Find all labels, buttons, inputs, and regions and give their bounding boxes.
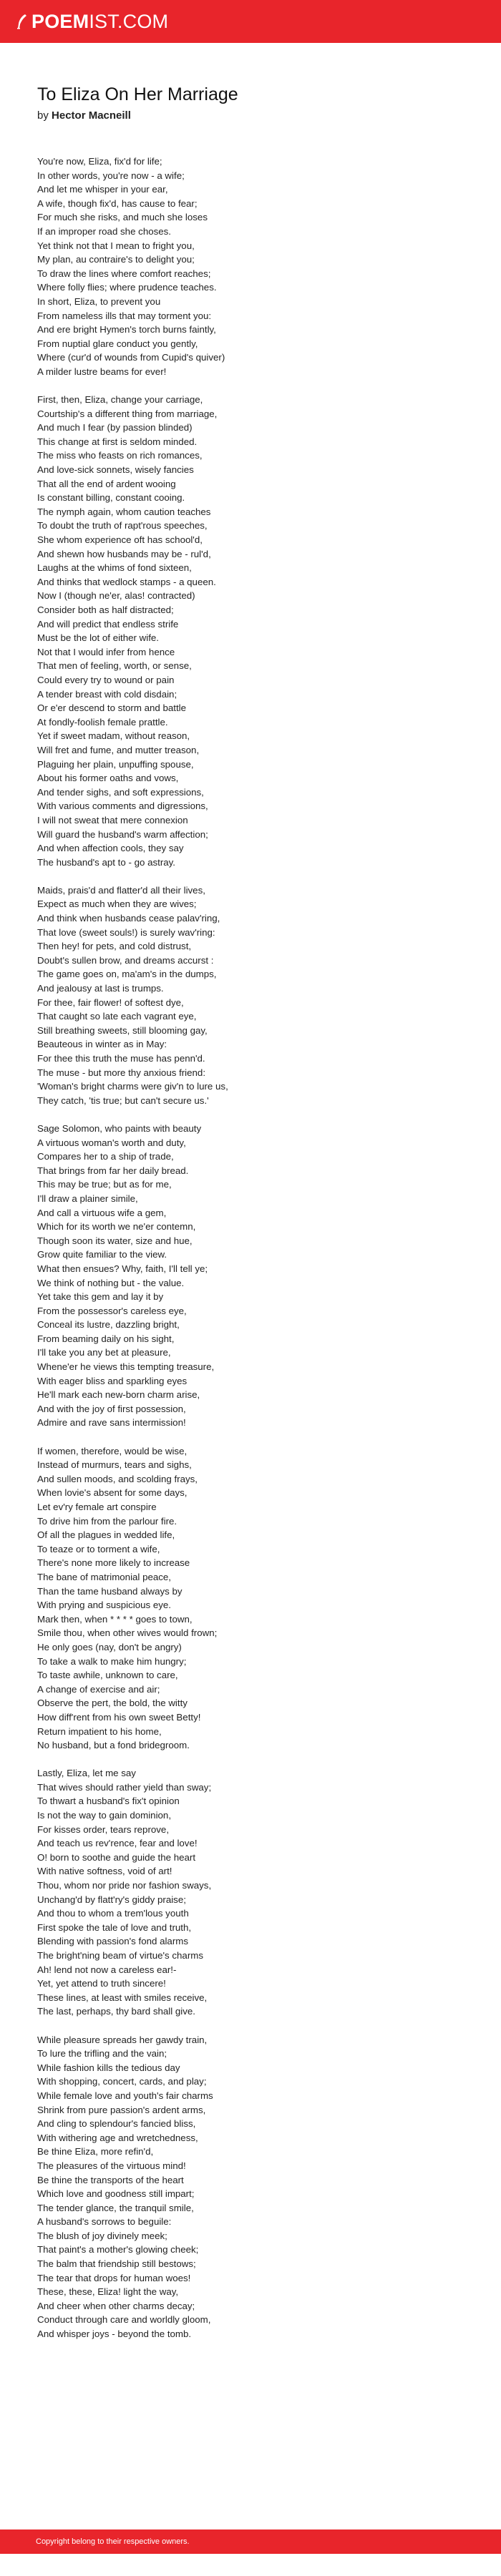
poem-line: Laughs at the whims of fond sixteen,	[37, 562, 192, 574]
poem-line: Observe the pert, the bold, the witty	[37, 1698, 188, 1709]
poem-line: Yet take this gem and lay it by	[37, 1291, 164, 1303]
poem-line: And much I fear (by passion blinded)	[37, 422, 193, 434]
poem-line: From nuptial glare conduct you gently,	[37, 338, 198, 349]
poem-line: Ah! lend not now a careless ear!-	[37, 1964, 177, 1975]
poem-line: The game goes on, ma'am's in the dumps,	[37, 969, 217, 980]
poem-line: The last, perhaps, thy bard shall give.	[37, 2006, 195, 2017]
poem-line: To taste awhile, unknown to care,	[37, 1670, 178, 1681]
poem-line: The blush of joy divinely meek;	[37, 2230, 167, 2241]
poem-line: While fashion kills the tedious day	[37, 2062, 180, 2073]
poem-line: About his former oaths and vows,	[37, 773, 179, 784]
poem-line: There's none more likely to increase	[37, 1557, 190, 1569]
poem-line: Return impatient to his home,	[37, 1725, 162, 1737]
poem-line: The tender glance, the tranquil smile,	[37, 2202, 194, 2213]
poem-stanza	[37, 1444, 464, 1753]
copyright-text: Copyright belong to their respective owners.	[36, 2537, 190, 2546]
poem-line: This change at first is seldom minded.	[37, 436, 198, 447]
poem-line: That wives should rather yield than sway;	[37, 1781, 212, 1793]
by-label: by	[37, 109, 49, 122]
poem-line: At fondly-foolish female prattle.	[37, 716, 168, 728]
poem-line: You're now, Eliza, fix'd for life;	[37, 156, 162, 167]
poem-line: And love-sick sonnets, wisely fancies	[37, 464, 194, 476]
poem-line: She whom experience oft has school'd,	[37, 534, 203, 546]
poem-line: First spoke the tale of love and truth,	[37, 1921, 192, 1933]
poem-line: And ere bright Hymen's torch burns faintly,	[37, 324, 216, 336]
poem-stanza	[37, 1766, 464, 2019]
poem-line: That caught so late each vagrant eye,	[37, 1011, 197, 1022]
poem-line: The husband's apt to - go astray.	[37, 856, 175, 868]
poem-line: This may be true; but as for me,	[37, 1179, 172, 1190]
poem-line: I'll take you any bet at pleasure,	[37, 1347, 171, 1358]
poem-line: Still breathing sweets, still blooming gay,	[37, 1024, 208, 1036]
poem-line: Than the tame husband always by	[37, 1585, 183, 1597]
logo-text-strong: POEM	[31, 10, 89, 32]
poem-line: The bane of matrimonial peace,	[37, 1571, 172, 1582]
poem-line: And cling to splendour's fancied bliss,	[37, 2118, 196, 2130]
poem-line: Doubt's sullen brow, and dreams accurst :	[37, 954, 214, 966]
poem-line: A husband's sorrows to beguile:	[37, 2216, 172, 2228]
author-link[interactable]: Hector Macneill	[52, 109, 131, 122]
poem-line: Beauteous in winter as in May:	[37, 1039, 167, 1050]
poem-line: And will predict that endless strife	[37, 618, 179, 630]
poem-body	[37, 155, 464, 2341]
poem-line: Though soon its water, size and hue,	[37, 1235, 193, 1246]
poem-line: Where folly flies; where prudence teaches.	[37, 282, 217, 293]
poem-line: And when affection cools, they say	[37, 843, 184, 854]
poem-line: Shrink from pure passion's ardent arms,	[37, 2104, 206, 2115]
poem-line: For thee this truth the muse has penn'd.	[37, 1053, 205, 1064]
poem-title: To Eliza On Her Marriage	[37, 84, 238, 104]
poem-line: Then hey! for pets, and cold distrust,	[37, 941, 192, 952]
poem-line: A milder lustre beams for ever!	[37, 366, 167, 377]
poem-line: Conceal its lustre, dazzling bright,	[37, 1319, 180, 1331]
poem-line: The muse - but more thy anxious friend:	[37, 1067, 206, 1078]
poem-line: With eager bliss and sparkling eyes	[37, 1375, 188, 1386]
poem-line: Of all the plagues in wedded life,	[37, 1529, 175, 1541]
poem-line: Whene'er he views this tempting treasure,	[37, 1361, 215, 1373]
poem-line: While pleasure spreads her gawdy train,	[37, 2034, 208, 2045]
poem-line: With various comments and digressions,	[37, 800, 208, 812]
poem-line: The pleasures of the virtuous mind!	[37, 2160, 186, 2171]
poem-line: And sullen moods, and scolding frays,	[37, 1473, 198, 1484]
poem-line: If an improper road she choses.	[37, 225, 171, 237]
poem-line: And whisper joys - beyond the tomb.	[37, 2328, 192, 2340]
poem-line: My plan, au contraire's to delight you;	[37, 254, 195, 265]
byline	[37, 109, 464, 122]
poem-line: Grow quite familiar to the view.	[37, 1249, 167, 1260]
poem-line: And think when husbands cease palav'ring,	[37, 913, 220, 924]
poem-line: Which love and goodness still impart;	[37, 2188, 195, 2200]
poem-line: How diff'rent from his own sweet Betty!	[37, 1711, 201, 1723]
poem-line: And cheer when other charms decay;	[37, 2300, 195, 2311]
poem-line: With native softness, void of art!	[37, 1866, 172, 1877]
poem-line: He only goes (nay, don't be angry)	[37, 1641, 182, 1652]
poem-stanza	[37, 155, 464, 379]
poem-line: That men of feeling, worth, or sense,	[37, 660, 192, 672]
poem-line: I'll draw a plainer simile,	[37, 1192, 138, 1204]
poem-line: Is not the way to gain dominion,	[37, 1810, 172, 1821]
poem-line: With shopping, concert, cards, and play;	[37, 2076, 207, 2087]
poem-stanza	[37, 883, 464, 1108]
poem-line: To doubt the truth of rapt'rous speeches,	[37, 520, 208, 532]
poem-line: With withering age and wretchedness,	[37, 2132, 198, 2143]
poem-line: And let me whisper in your ear,	[37, 184, 168, 195]
poem-line: For kisses order, tears reprove,	[37, 1823, 170, 1835]
site-logo[interactable]	[16, 12, 168, 31]
poem-line: Admire and rave sans intermission!	[37, 1417, 186, 1429]
poem-line: Not that I would infer from hence	[37, 646, 175, 657]
poem-line: A change of exercise and air;	[37, 1683, 160, 1695]
poem-line: Instead of murmurs, tears and sighs,	[37, 1459, 192, 1471]
poem-line: While female love and youth's fair charms	[37, 2090, 213, 2101]
poem-line: And tender sighs, and soft expressions,	[37, 786, 204, 798]
poem-line: From nameless ills that may torment you:	[37, 310, 212, 321]
poem-line: Be thine the transports of the heart	[37, 2174, 184, 2185]
poem-line: To take a walk to make him hungry;	[37, 1655, 187, 1667]
poem-line: To drive him from the parlour fire.	[37, 1515, 177, 1527]
poem-line: Yet if sweet madam, without reason,	[37, 730, 190, 742]
poem-stanza	[37, 2033, 464, 2341]
poem-line: The tear that drops for human woes!	[37, 2272, 191, 2283]
poem-line: To teaze or to torment a wife,	[37, 1543, 160, 1554]
poem-line: First, then, Eliza, change your carriage,	[37, 394, 203, 406]
poem-line: The bright'ning beam of virtue's charms	[37, 1950, 203, 1961]
poem-line: That love (sweet souls!) is surely wav'ring:	[37, 926, 215, 938]
poem-line: Maids, prais'd and flatter'd all their lives,	[37, 884, 205, 896]
logo-text-light: IST.COM	[89, 10, 169, 32]
poem-line: And jealousy at last is trumps.	[37, 983, 164, 994]
poem-line: Will fret and fume, and mutter treason,	[37, 744, 200, 755]
poem-line: And with the joy of first possession,	[37, 1403, 186, 1414]
poem-line: A virtuous woman's worth and duty,	[37, 1137, 186, 1148]
poem-line: I will not sweat that mere connexion	[37, 814, 188, 826]
poem-line: Where (cur'd of wounds from Cupid's quiver)	[37, 352, 225, 363]
poem-line: The miss who feasts on rich romances,	[37, 450, 203, 461]
poem-line: Mark then, when * * * * goes to town,	[37, 1613, 193, 1625]
poem-line: Expect as much when they are wives;	[37, 898, 197, 910]
poem-stanza	[37, 1122, 464, 1430]
poem-line: A tender breast with cold disdain;	[37, 688, 177, 700]
poem-line: Lastly, Eliza, let me say	[37, 1768, 136, 1779]
poem-line: Conduct through care and worldly gloom,	[37, 2314, 211, 2326]
poem-line: If women, therefore, would be wise,	[37, 1445, 188, 1456]
poem-line: With prying and suspicious eye.	[37, 1600, 171, 1611]
poem-line: Thou, whom nor pride nor fashion sways,	[37, 1880, 212, 1891]
poem-line: Now I (though ne'er, alas! contracted)	[37, 590, 195, 602]
poem-line: O! born to soothe and guide the heart	[37, 1851, 196, 1863]
poem-line: To lure the trifling and the vain;	[37, 2048, 167, 2060]
poem-line: Will guard the husband's warm affection;	[37, 828, 208, 840]
poem-line: What then ensues? Why, faith, I'll tell ye;	[37, 1263, 208, 1274]
poem-line: Sage Solomon, who paints with beauty	[37, 1122, 202, 1134]
poem-line: That paint's a mother's glowing cheek;	[37, 2244, 199, 2256]
poem-line: A wife, though fix'd, has cause to fear;	[37, 197, 198, 209]
poem-line: We think of nothing but - the value.	[37, 1277, 185, 1288]
poem-line: Must be the lot of either wife.	[37, 632, 159, 644]
poem-line: Which for its worth we ne'er contemn,	[37, 1221, 196, 1233]
poem-content	[0, 43, 501, 2530]
poem-line: From beaming daily on his sight,	[37, 1333, 175, 1344]
poem-line: To thwart a husband's fix't opinion	[37, 1796, 180, 1807]
poem-line: Could every try to wound or pain	[37, 674, 175, 685]
quill-icon	[16, 14, 27, 29]
poem-line: And thinks that wedlock stamps - a queen.	[37, 576, 216, 587]
poem-line: That brings from far her daily bread.	[37, 1165, 189, 1176]
poem-line: Yet, yet attend to truth sincere!	[37, 1978, 166, 1989]
poem-line: These, these, Eliza! light the way,	[37, 2286, 179, 2298]
poem-line: The nymph again, whom caution teaches	[37, 506, 211, 517]
site-footer	[0, 2530, 501, 2554]
poem-line: In short, Eliza, to prevent you	[37, 295, 161, 307]
poem-line: Or e'er descend to storm and battle	[37, 702, 187, 714]
poem-line: They catch, 'tis true; but can't secure us.'	[37, 1094, 209, 1106]
poem-line: Smile thou, when other wives would frown;	[37, 1627, 218, 1639]
poem-line: When lovie's absent for some days,	[37, 1487, 188, 1499]
poem-line: He'll mark each new-born charm arise,	[37, 1389, 200, 1401]
poem-line: For thee, fair flower! of softest dye,	[37, 996, 184, 1008]
poem-line: That all the end of ardent wooing	[37, 478, 176, 489]
poem-line: Courtship's a different thing from marriage,	[37, 408, 218, 419]
poem-line: From the possessor's careless eye,	[37, 1305, 187, 1316]
poem-line: Consider both as half distracted;	[37, 604, 174, 615]
poem-line: Plaguing her plain, unpuffing spouse,	[37, 758, 194, 770]
poem-line: Yet think not that I mean to fright you,	[37, 240, 195, 251]
poem-line: Let ev'ry female art conspire	[37, 1502, 157, 1512]
poem-line: In other words, you're now - a wife;	[37, 170, 185, 181]
poem-line: 'Woman's bright charms were giv'n to lure us,	[37, 1081, 228, 1092]
poem-line: The balm that friendship still bestows;	[37, 2258, 196, 2270]
poem-line: No husband, but a fond bridegroom.	[37, 1740, 190, 1751]
poem-line: To draw the lines where comfort reaches;	[37, 268, 211, 279]
poem-line: And call a virtuous wife a gem,	[37, 1207, 167, 1218]
poem-stanza	[37, 393, 464, 869]
poem-line: For much she risks, and much she loses	[37, 212, 208, 223]
poem-line: These lines, at least with smiles receive,	[37, 1992, 208, 2003]
poem-line: And teach us rev'rence, fear and love!	[37, 1838, 198, 1849]
poem-line: Be thine Eliza, more refin'd,	[37, 2146, 154, 2158]
poem-line: Unchang'd by flatt'ry's giddy praise;	[37, 1894, 186, 1905]
site-header	[0, 0, 501, 43]
poem-line: And shewn how husbands may be - rul'd,	[37, 548, 211, 559]
poem-line: Blending with passion's fond alarms	[37, 1936, 188, 1947]
poem-line: And thou to whom a trem'lous youth	[37, 1908, 189, 1919]
poem-line: Is constant billing, constant cooing.	[37, 492, 185, 504]
poem-line: Compares her to a ship of trade,	[37, 1151, 174, 1162]
